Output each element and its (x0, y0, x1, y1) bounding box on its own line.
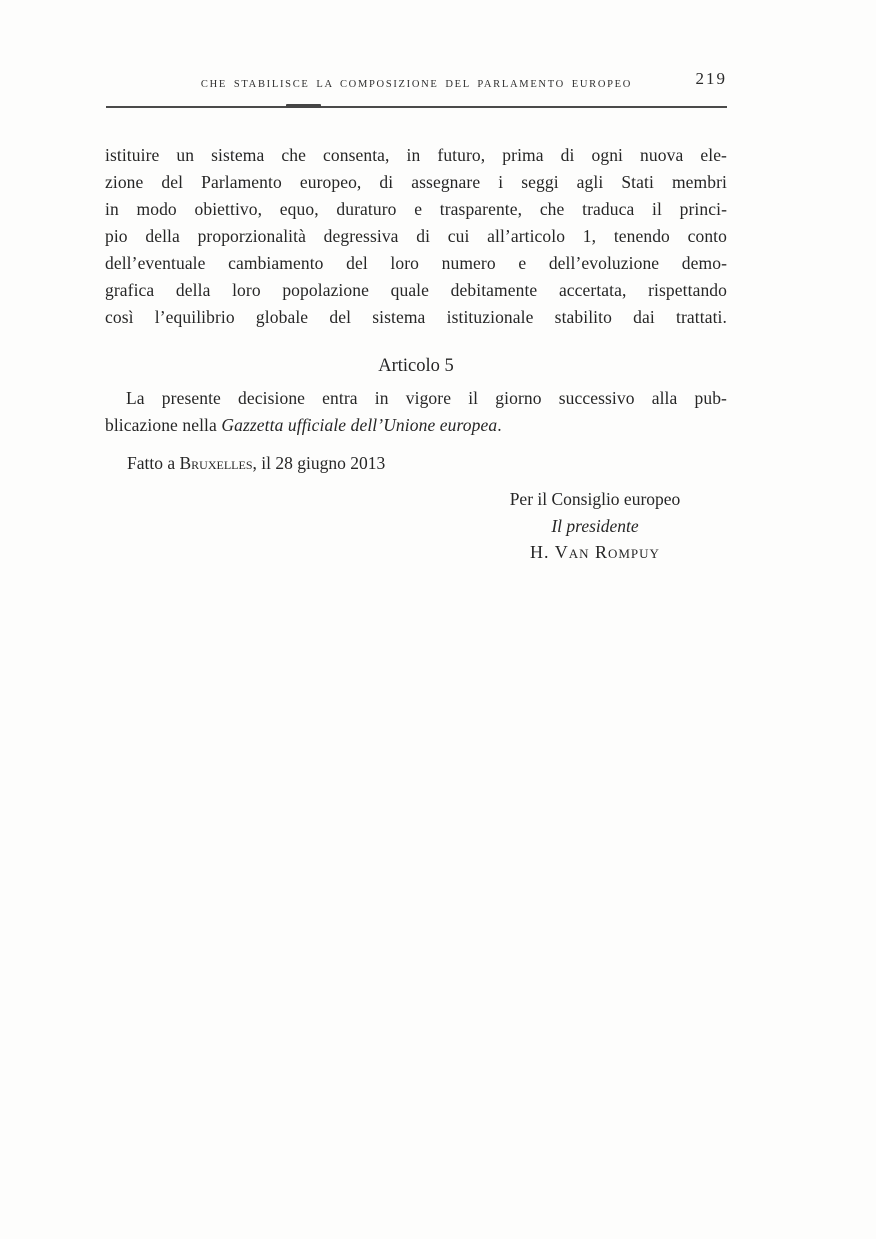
text-segment: blicazione nella (105, 415, 222, 435)
text-line: in modo obiettivo, equo, duraturo e trasparente, che traduca il princi- (105, 199, 727, 219)
text-segment: Fatto a (127, 453, 180, 473)
article-heading: Articolo 5 (378, 356, 454, 376)
text-line: dell’eventuale cambiamento del loro numero e dell’evoluzione demo- (105, 253, 727, 273)
text-line (105, 412, 727, 439)
text-line: zione del Parlamento europeo, di assegnare i seggi agli Stati membri (105, 172, 727, 192)
journal-title: Gazzetta ufficiale dell’Unione europea (221, 415, 498, 435)
signature-role: Il presidente (551, 515, 639, 536)
signature-institution: Per il Consiglio europeo (509, 489, 681, 509)
text-line: così l’equilibrio globale del sistema istituzionale stabilito dai trattati. (105, 307, 727, 327)
place-name: Bruxelles (179, 453, 253, 473)
text-line: La presente decisione entra in vigore il giorno successivo alla pub- (126, 388, 727, 408)
text-segment: , il 28 giugno 2013 (252, 453, 386, 473)
dateline (105, 450, 727, 477)
signature-block (420, 486, 770, 566)
paragraph-continuation (105, 142, 727, 331)
signature-name: H. Van Rompuy (530, 542, 660, 562)
text-line: grafica della loro popolazione quale debitamente accertata, rispettando (105, 280, 727, 300)
paragraph-entry-into-force (105, 385, 727, 439)
header-rule (106, 106, 727, 108)
running-header-title: CHE STABILISCE LA COMPOSIZIONE DEL PARLAMENTO EUROPEO (200, 79, 633, 90)
page-number: 219 (695, 69, 727, 88)
text-line: istituire un sistema che consenta, in futuro, prima di ogni nuova ele- (105, 145, 727, 165)
text-line: pio della proporzionalità degressiva di cui all’articolo 1, tenendo conto (105, 226, 727, 246)
text-segment: . (497, 415, 502, 435)
